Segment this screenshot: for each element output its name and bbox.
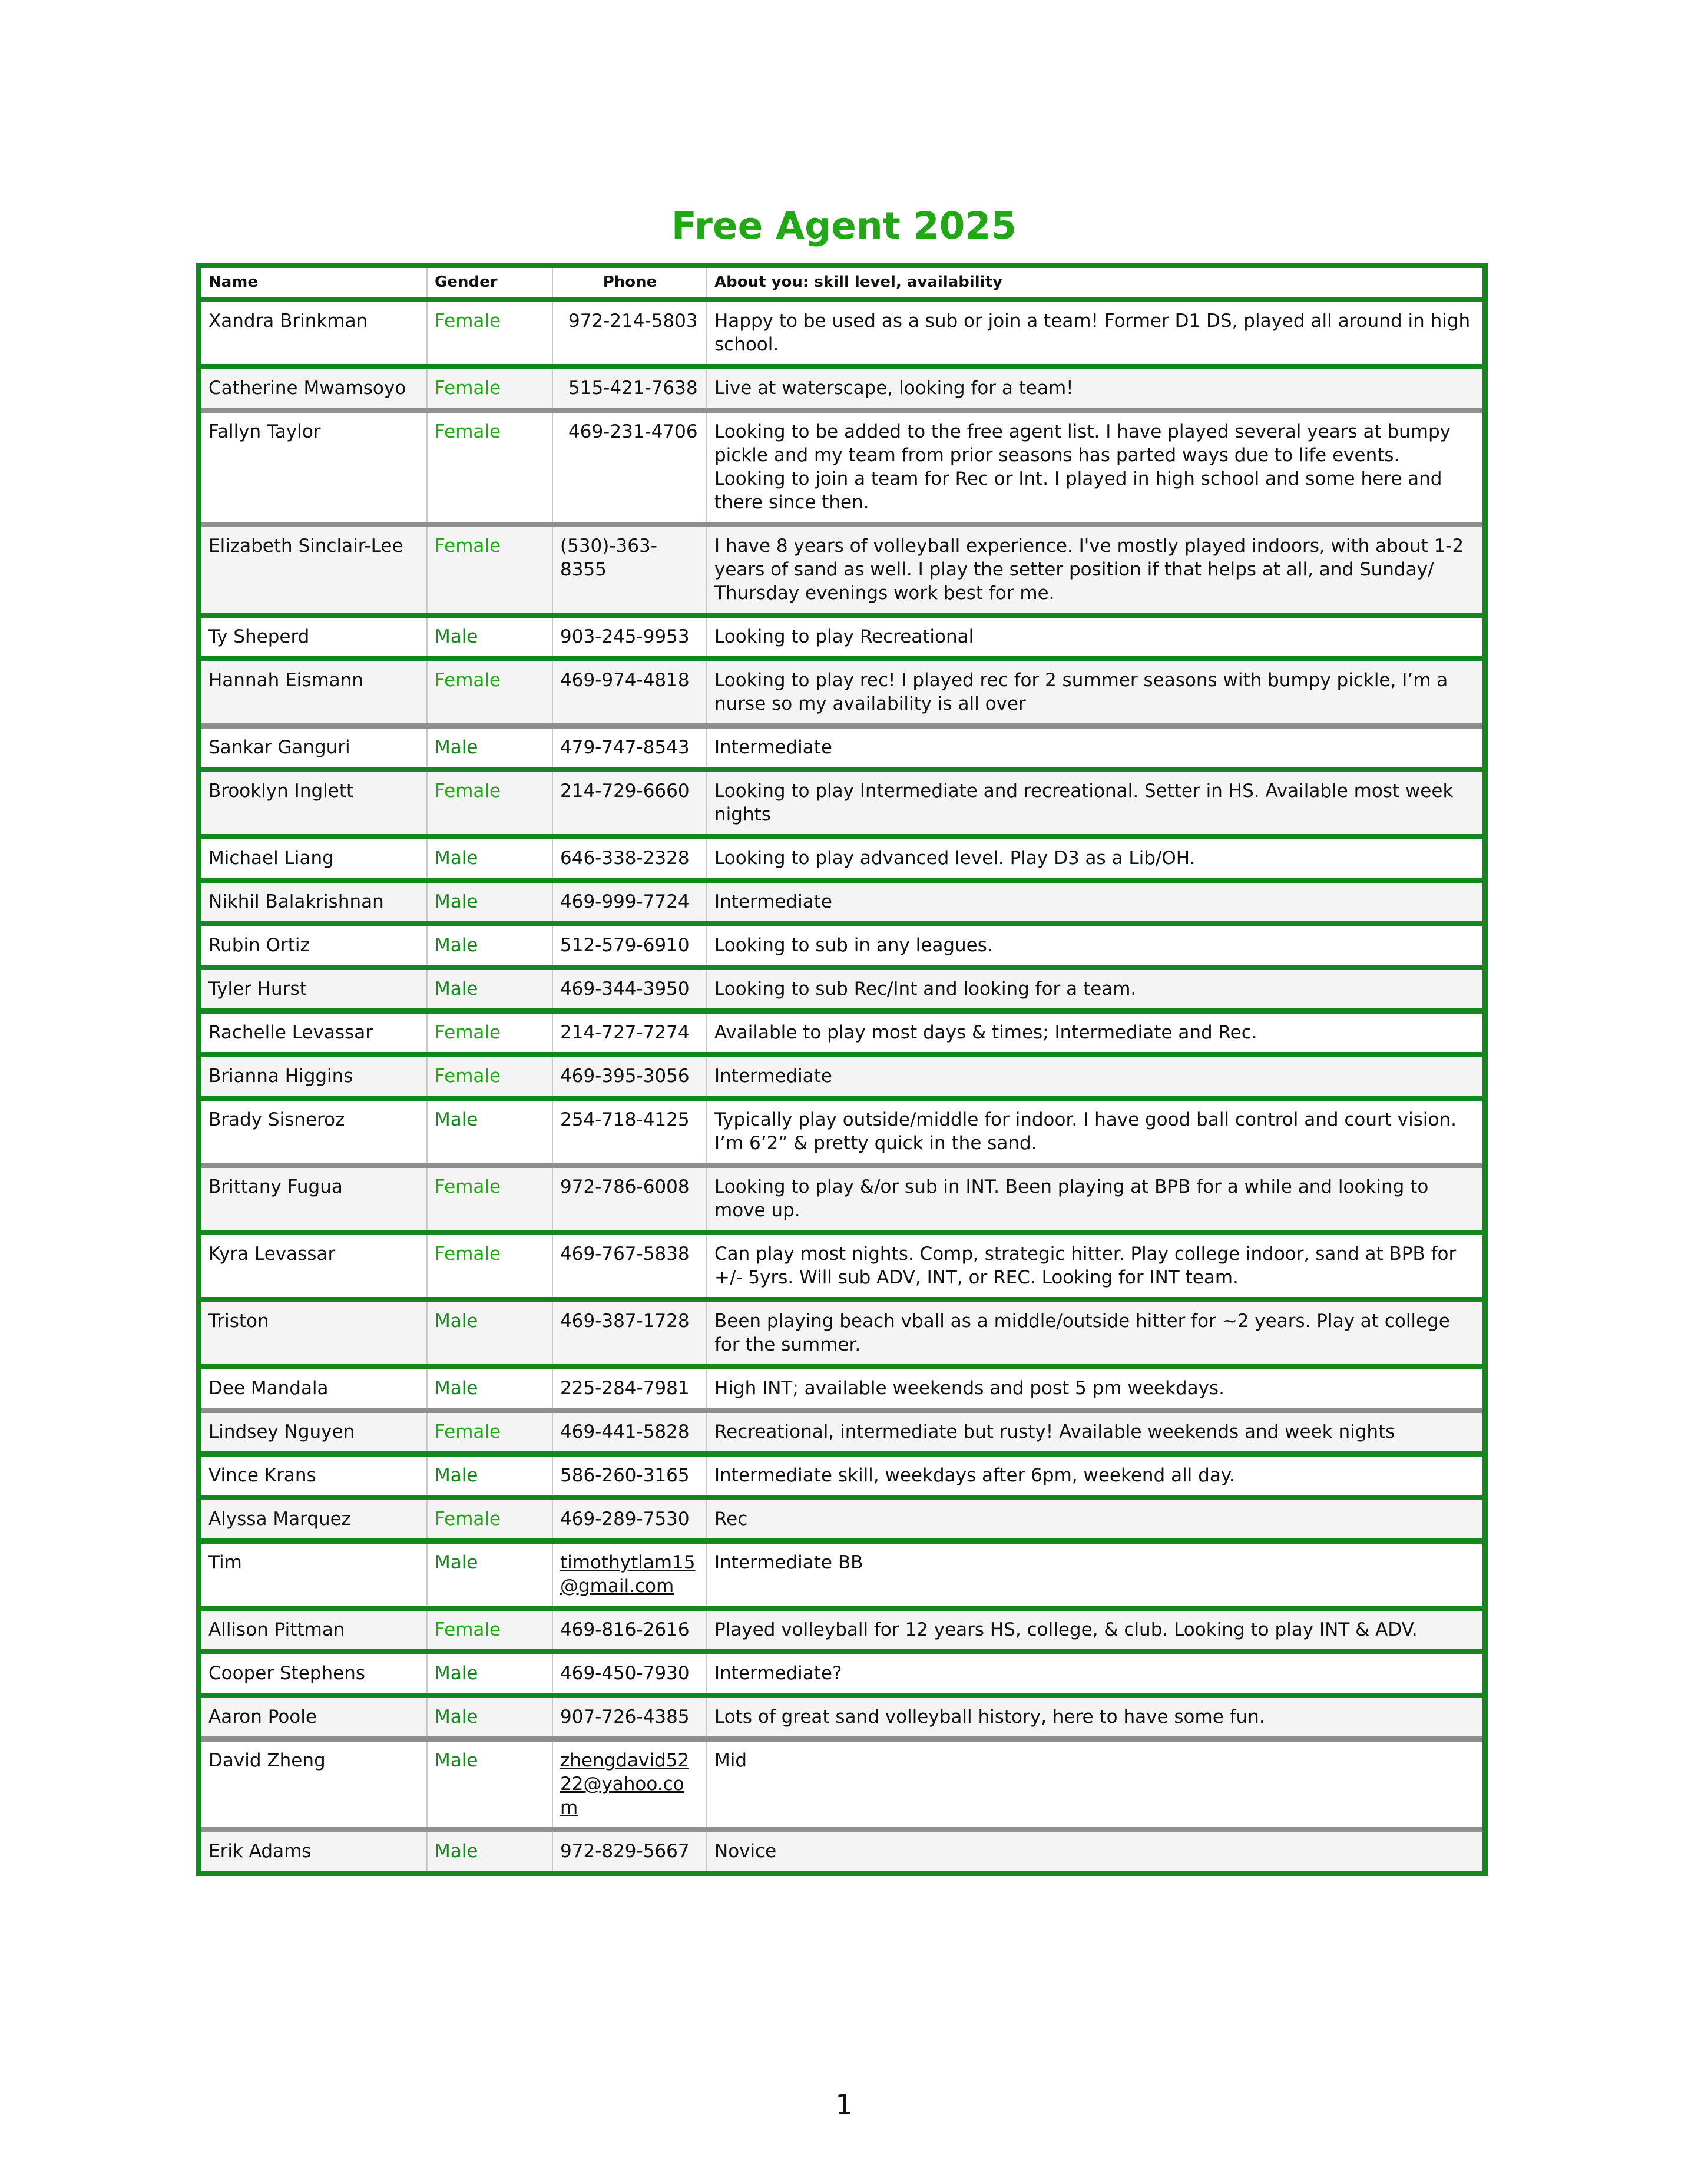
phone-cell: 586-260-3165	[552, 1454, 707, 1498]
name-cell: Elizabeth Sinclair-Lee	[201, 525, 427, 616]
gender-cell: Female	[427, 770, 552, 837]
table-row	[201, 525, 1482, 616]
gender-cell: Female	[427, 659, 552, 726]
name-cell: Brady Sisneroz	[201, 1098, 427, 1166]
table-row	[201, 1498, 1482, 1541]
phone-cell: 515-421-7638	[552, 367, 707, 411]
gender-cell: Female	[427, 1055, 552, 1098]
table-row	[201, 659, 1482, 726]
phone-cell: 972-214-5803	[552, 300, 707, 367]
about-cell: Available to play most days & times; Intermediate and Rec.	[707, 1011, 1482, 1055]
about-cell: I have 8 years of volleyball experience. I've mostly played indoors, with about 1-2 years of sand as well. I play the setter position if that helps at all, and Sunday/ Thursday evenings work best for me.	[707, 525, 1482, 616]
gender-cell: Female	[427, 1011, 552, 1055]
name-cell: Rachelle Levassar	[201, 1011, 427, 1055]
name-cell: Sankar Ganguri	[201, 726, 427, 770]
header-row	[201, 268, 1482, 300]
phone-cell: 469-450-7930	[552, 1652, 707, 1696]
table-row	[201, 837, 1482, 881]
gender-cell: Female	[427, 1233, 552, 1300]
table-row	[201, 1233, 1482, 1300]
gender-cell: Female	[427, 525, 552, 616]
gender-cell: Male	[427, 1454, 552, 1498]
name-cell: Dee Mandala	[201, 1367, 427, 1411]
phone-cell: 469-767-5838	[552, 1233, 707, 1300]
name-cell: Brooklyn Inglett	[201, 770, 427, 837]
table-row	[201, 411, 1482, 525]
name-cell: Erik Adams	[201, 1830, 427, 1871]
header-gender: Gender	[427, 268, 552, 300]
phone-cell: 254-718-4125	[552, 1098, 707, 1166]
gender-cell: Male	[427, 968, 552, 1011]
name-cell: David Zheng	[201, 1739, 427, 1830]
about-cell: Looking to play Recreational	[707, 616, 1482, 659]
gender-cell: Female	[427, 1166, 552, 1233]
phone-cell: 646-338-2328	[552, 837, 707, 881]
name-cell: Cooper Stephens	[201, 1652, 427, 1696]
table-row	[201, 1098, 1482, 1166]
about-cell: Live at waterscape, looking for a team!	[707, 367, 1482, 411]
phone-cell: 479-747-8543	[552, 726, 707, 770]
gender-cell: Male	[427, 1300, 552, 1367]
phone-cell: 469-231-4706	[552, 411, 707, 525]
phone-cell[interactable]: timothytlam15@gmail.com	[552, 1541, 707, 1609]
about-cell: Intermediate BB	[707, 1541, 1482, 1609]
gender-cell: Male	[427, 924, 552, 968]
name-cell: Aaron Poole	[201, 1696, 427, 1739]
gender-cell: Male	[427, 726, 552, 770]
about-cell: Happy to be used as a sub or join a team! Former D1 DS, played all around in high school.	[707, 300, 1482, 367]
about-cell: Mid	[707, 1739, 1482, 1830]
about-cell: High INT; available weekends and post 5 pm weekdays.	[707, 1367, 1482, 1411]
phone-cell: 469-974-4818	[552, 659, 707, 726]
phone-cell: 469-816-2616	[552, 1609, 707, 1652]
gender-cell: Male	[427, 1541, 552, 1609]
gender-cell: Female	[427, 1609, 552, 1652]
gender-cell: Male	[427, 881, 552, 924]
phone-cell: 469-395-3056	[552, 1055, 707, 1098]
about-cell: Looking to sub in any leagues.	[707, 924, 1482, 968]
table-row	[201, 1367, 1482, 1411]
table-row	[201, 1300, 1482, 1367]
gender-cell: Male	[427, 1652, 552, 1696]
phone-cell: 469-441-5828	[552, 1411, 707, 1454]
free-agent-table	[196, 263, 1488, 1876]
phone-cell: 972-786-6008	[552, 1166, 707, 1233]
phone-cell: 225-284-7981	[552, 1367, 707, 1411]
name-cell: Ty Sheperd	[201, 616, 427, 659]
page-title: Free Agent 2025	[671, 204, 1017, 247]
about-cell: Typically play outside/middle for indoor. I have good ball control and court vision. I’m 6’2” & pretty quick in the sand.	[707, 1098, 1482, 1166]
phone-cell: 469-344-3950	[552, 968, 707, 1011]
table-row	[201, 770, 1482, 837]
about-cell: Intermediate?	[707, 1652, 1482, 1696]
phone-cell: 469-387-1728	[552, 1300, 707, 1367]
about-cell: Been playing beach vball as a middle/outside hitter for ~2 years. Play at college for the summer.	[707, 1300, 1482, 1367]
phone-cell: 512-579-6910	[552, 924, 707, 968]
phone-cell[interactable]: zhengdavid5222@yahoo.com	[552, 1739, 707, 1830]
gender-cell: Male	[427, 616, 552, 659]
about-cell: Recreational, intermediate but rusty! Available weekends and week nights	[707, 1411, 1482, 1454]
table-row	[201, 1609, 1482, 1652]
name-cell: Catherine Mwamsoyo	[201, 367, 427, 411]
name-cell: Brittany Fugua	[201, 1166, 427, 1233]
name-cell: Brianna Higgins	[201, 1055, 427, 1098]
about-cell: Intermediate	[707, 881, 1482, 924]
table-row	[201, 616, 1482, 659]
phone-cell: 214-727-7274	[552, 1011, 707, 1055]
table-row	[201, 367, 1482, 411]
table-row	[201, 1055, 1482, 1098]
gender-cell: Female	[427, 1411, 552, 1454]
phone-cell: 214-729-6660	[552, 770, 707, 837]
gender-cell: Male	[427, 1830, 552, 1871]
about-cell: Intermediate skill, weekdays after 6pm, weekend all day.	[707, 1454, 1482, 1498]
table-row	[201, 1739, 1482, 1830]
table-row	[201, 881, 1482, 924]
name-cell: Alyssa Marquez	[201, 1498, 427, 1541]
about-cell: Intermediate	[707, 726, 1482, 770]
name-cell: Tim	[201, 1541, 427, 1609]
gender-cell: Female	[427, 367, 552, 411]
name-cell: Tyler Hurst	[201, 968, 427, 1011]
gender-cell: Male	[427, 1367, 552, 1411]
name-cell: Rubin Ortiz	[201, 924, 427, 968]
phone-cell: 903-245-9953	[552, 616, 707, 659]
gender-cell: Male	[427, 1739, 552, 1830]
table-row	[201, 1411, 1482, 1454]
table-row	[201, 1696, 1482, 1739]
gender-cell: Female	[427, 300, 552, 367]
phone-cell: (530)-363-8355	[552, 525, 707, 616]
about-cell: Lots of great sand volleyball history, here to have some fun.	[707, 1696, 1482, 1739]
header-name: Name	[201, 268, 427, 300]
name-cell: Xandra Brinkman	[201, 300, 427, 367]
phone-cell: 907-726-4385	[552, 1696, 707, 1739]
table-row	[201, 1454, 1482, 1498]
name-cell: Lindsey Nguyen	[201, 1411, 427, 1454]
table-row	[201, 1166, 1482, 1233]
table-row	[201, 924, 1482, 968]
about-cell: Novice	[707, 1830, 1482, 1871]
about-cell: Played volleyball for 12 years HS, college, & club. Looking to play INT & ADV.	[707, 1609, 1482, 1652]
about-cell: Looking to play advanced level. Play D3 as a Lib/OH.	[707, 837, 1482, 881]
gender-cell: Female	[427, 411, 552, 525]
about-cell: Looking to play &/or sub in INT. Been playing at BPB for a while and looking to move up.	[707, 1166, 1482, 1233]
gender-cell: Female	[427, 1498, 552, 1541]
name-cell: Triston	[201, 1300, 427, 1367]
phone-cell: 469-289-7530	[552, 1498, 707, 1541]
gender-cell: Male	[427, 1098, 552, 1166]
about-cell: Looking to play rec! I played rec for 2 summer seasons with bumpy pickle, I’m a nurse so my availability is all over	[707, 659, 1482, 726]
table-row	[201, 968, 1482, 1011]
name-cell: Kyra Levassar	[201, 1233, 427, 1300]
header-phone: Phone	[552, 268, 707, 300]
phone-cell: 972-829-5667	[552, 1830, 707, 1871]
phone-cell: 469-999-7724	[552, 881, 707, 924]
name-cell: Fallyn Taylor	[201, 411, 427, 525]
table-row	[201, 1541, 1482, 1609]
about-cell: Looking to sub Rec/Int and looking for a team.	[707, 968, 1482, 1011]
page-number: 1	[835, 2089, 853, 2120]
gender-cell: Male	[427, 1696, 552, 1739]
about-cell: Rec	[707, 1498, 1482, 1541]
about-cell: Intermediate	[707, 1055, 1482, 1098]
table-row	[201, 300, 1482, 367]
about-cell: Looking to be added to the free agent list. I have played several years at bumpy pickle and my team from prior seasons has parted ways due to life events. Looking to join a team for Rec or Int. I played in high school and some here and there since then.	[707, 411, 1482, 525]
header-about: About you: skill level, availability	[707, 268, 1482, 300]
name-cell: Michael Liang	[201, 837, 427, 881]
name-cell: Vince Krans	[201, 1454, 427, 1498]
table-row	[201, 1011, 1482, 1055]
table-row	[201, 1652, 1482, 1696]
name-cell: Allison Pittman	[201, 1609, 427, 1652]
gender-cell: Male	[427, 837, 552, 881]
about-cell: Can play most nights. Comp, strategic hitter. Play college indoor, sand at BPB for +/- 5yrs. Will sub ADV, INT, or REC. Looking for INT team.	[707, 1233, 1482, 1300]
table-row	[201, 726, 1482, 770]
about-cell: Looking to play Intermediate and recreational. Setter in HS. Available most week nights	[707, 770, 1482, 837]
name-cell: Nikhil Balakrishnan	[201, 881, 427, 924]
table-row	[201, 1830, 1482, 1871]
name-cell: Hannah Eismann	[201, 659, 427, 726]
